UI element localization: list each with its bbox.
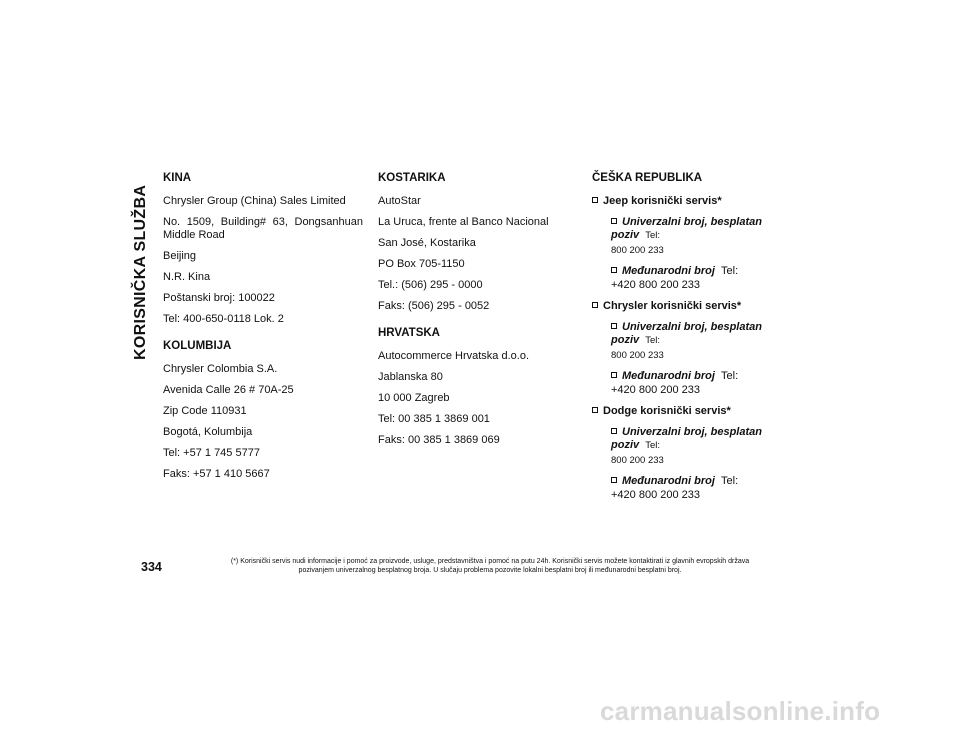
universal-tel: Tel:: [645, 335, 661, 346]
service-label: Dodge korisnički servis*: [603, 405, 731, 417]
universal-number: 800 200 233: [611, 245, 664, 256]
hrvatska-company: Autocommerce Hrvatska d.o.o.: [378, 350, 530, 362]
kolumbija-phone: Tel: +57 1 745 5777: [163, 447, 260, 459]
bullet-square-icon: [611, 323, 617, 329]
service-chrysler-universal: [611, 321, 802, 362]
universal-label: Univerzalni broj, besplatan poziv: [611, 216, 762, 241]
footnote-line-1: (*) Korisnički servis nudi informacije i pomoć za proizvode, usluge, predstavništva i pomoć na putu 24h. Korisnički servis možete kontaktirati iz glavnih evropskih država: [230, 558, 750, 565]
universal-tel: Tel:: [645, 230, 661, 241]
international-tel: Tel:: [721, 370, 739, 382]
heading-kina: KINA: [163, 172, 192, 184]
bullet-square-icon: [592, 302, 598, 308]
universal-number: 800 200 233: [611, 350, 664, 361]
kolumbija-zip: Zip Code 110931: [163, 405, 247, 417]
kostarika-city: San José, Kostarika: [378, 237, 476, 249]
kolumbija-city: Bogotá, Kolumbija: [163, 426, 253, 438]
hrvatska-street: Jablanska 80: [378, 371, 443, 383]
hrvatska-city: 10 000 Zagreb: [378, 392, 450, 404]
kostarika-phone: Tel.: (506) 295 - 0000: [378, 279, 483, 291]
page-number: 334: [141, 560, 162, 574]
international-number: +420 800 200 233: [611, 279, 701, 291]
heading-ceska: ČEŠKA REPUBLIKA: [592, 172, 703, 184]
international-tel: Tel:: [721, 265, 739, 277]
bullet-square-icon: [611, 267, 617, 273]
universal-label: Univerzalni broj, besplatan poziv: [611, 321, 762, 346]
kina-city: Beijing: [163, 250, 197, 262]
column-left: [163, 170, 363, 489]
heading-kostarika: KOSTARIKA: [378, 172, 446, 184]
kostarika-pobox: PO Box 705-1150: [378, 258, 465, 270]
watermark: carmanualsonline.info: [600, 696, 881, 726]
service-jeep-universal: [611, 216, 802, 257]
universal-tel: Tel:: [645, 440, 661, 451]
service-dodge-international: [611, 475, 802, 502]
bullet-square-icon: [592, 197, 598, 203]
kina-company: Chrysler Group (China) Sales Limited: [163, 195, 346, 207]
bullet-square-icon: [611, 218, 617, 224]
kostarika-fax: Faks: (506) 295 - 0052: [378, 300, 490, 312]
column-right: [592, 170, 802, 510]
bullet-square-icon: [611, 372, 617, 378]
service-dodge: [592, 405, 802, 418]
hrvatska-fax: Faks: 00 385 1 3869 069: [378, 434, 500, 446]
international-number: +420 800 200 233: [611, 384, 701, 396]
bullet-square-icon: [611, 428, 617, 434]
service-label: Jeep korisnički servis*: [603, 195, 722, 207]
service-chrysler-international: [611, 370, 802, 397]
heading-kolumbija: KOLUMBIJA: [163, 340, 232, 352]
bullet-square-icon: [592, 407, 598, 413]
kolumbija-address: Avenida Calle 26 # 70A-25: [163, 384, 294, 396]
kina-postal: Poštanski broj: 100022: [163, 292, 275, 304]
international-label: Međunarodni broj: [622, 265, 715, 277]
universal-number: 800 200 233: [611, 455, 664, 466]
service-jeep-international: [611, 265, 802, 292]
hrvatska-phone: Tel: 00 385 1 3869 001: [378, 413, 490, 425]
kolumbija-fax: Faks: +57 1 410 5667: [163, 468, 270, 480]
international-number: +420 800 200 233: [611, 489, 701, 501]
international-label: Međunarodni broj: [622, 370, 715, 382]
kina-phone: Tel: 400-650-0118 Lok. 2: [163, 313, 284, 325]
footnote-line-2: pozivanjem univerzalnog besplatnog broja. U slučaju problema pozovite lokalni besplatni broj ili međunarodni besplatni broj.: [298, 567, 682, 574]
bullet-square-icon: [611, 477, 617, 483]
international-label: Međunarodni broj: [622, 475, 715, 487]
service-jeep: [592, 195, 802, 208]
international-tel: Tel:: [721, 475, 739, 487]
universal-label: Univerzalni broj, besplatan poziv: [611, 426, 762, 451]
heading-hrvatska: HRVATSKA: [378, 327, 440, 339]
footnote: [185, 557, 795, 575]
column-middle: [378, 170, 578, 455]
kina-address: No. 1509, Building# 63, Dongsanhuan Middle Road: [163, 216, 363, 241]
service-dodge-universal: [611, 426, 802, 467]
kina-country: N.R. Kina: [163, 271, 211, 283]
kostarika-company: AutoStar: [378, 195, 421, 207]
service-label: Chrysler korisnički servis*: [603, 300, 742, 312]
section-title: KORISNIČKA SLUŽBA: [132, 184, 149, 360]
kolumbija-company: Chrysler Colombia S.A.: [163, 363, 278, 375]
kostarika-address: La Uruca, frente al Banco Nacional: [378, 216, 549, 228]
service-chrysler: [592, 300, 802, 313]
